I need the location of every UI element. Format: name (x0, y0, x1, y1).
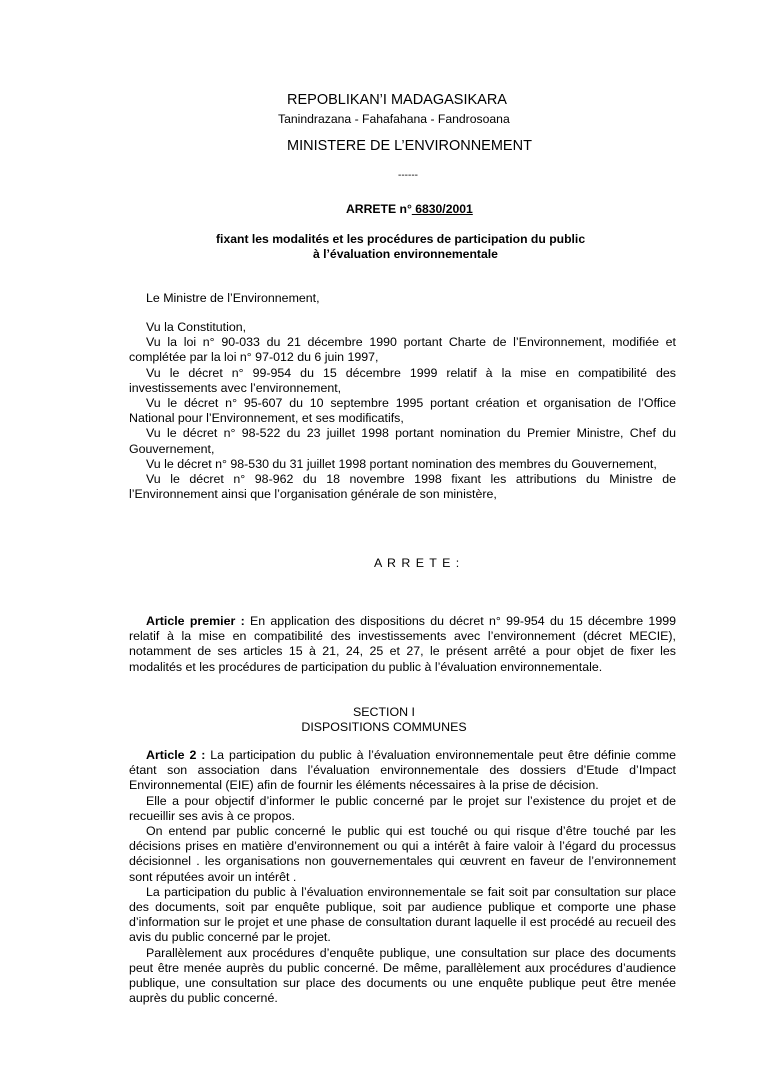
subject-line-1: fixant les modalités et les procédures de participation du public (216, 232, 586, 246)
minister-line: Le Ministre de l’Environnement, (146, 291, 320, 305)
article-2-text: La participation du public à l’évaluation environnementale peut être définie comme étant son association dans l’évaluation environnementale des dossiers d’Etude d’Impact Environnemental (EIE) afin de fournir les éléments nécessaires à la prise de décision. (129, 748, 677, 793)
header-separator: ------ (398, 170, 418, 181)
article-1-label: Article premier : (146, 614, 245, 628)
article-2-label: Article 2 : (146, 748, 206, 762)
visa-item: Vu le décret n° 98-530 du 31 juillet 1998 portant nomination des membres du Gouvernement, (146, 456, 657, 471)
article-2-paragraph: On entend par public concerné le public qui est touché ou qui risque d’être touché par les décisions prises en matière d’environnement ou qui a intérêt à faire valoir à l’égard du processus décisionnel . les organisations non gouvernementales qui œuvrent en faveur de l’environnement sont réputées avoir un intérêt . (129, 824, 676, 884)
visa-item: Vu le décret n° 98-522 du 23 juillet 1998 portant nomination du Premier Ministre, Chef du Gouvernement, (129, 426, 676, 456)
visa-item: Vu le décret n° 95-607 du 10 septembre 1995 portant création et organisation de l’Office National pour l’Environnement, et ses modificatifs, (129, 396, 676, 426)
article-2-paragraph: Elle a pour objectif d’informer le public concerné par le projet sur l’existence du projet et de recueillir ses avis à ce propos. (129, 793, 676, 823)
subject-line-2: à l’évaluation environnementale (313, 247, 498, 261)
national-motto: Tanindrazana - Fahafahana - Fandrosoana (278, 112, 510, 126)
visa-item: Vu le décret n° 99-954 du 15 décembre 1999 relatif à la mise en compatibilité des investissements avec l’environnement, (129, 365, 676, 395)
arrete-heading: A R R E T E : (374, 556, 461, 570)
arrete-number (346, 202, 473, 216)
ministry-title: MINISTERE DE L’ENVIRONNEMENT (287, 138, 532, 154)
article-2-intro (129, 748, 676, 794)
visa-item: Vu la Constitution, (146, 320, 247, 334)
article-2-paragraph: La participation du public à l’évaluation environnementale se fait soit par consultation sur place des documents, soit par enquête publique, soit par audience publique et comporte une phase d’information sur le projet et une phase de consultation durant laquelle il est procédé au recueil des avis du public concerné par le projet. (129, 884, 676, 945)
arrete-number-value: 6830/2001 (411, 202, 473, 216)
arrete-label: ARRETE n° (346, 202, 412, 216)
section-number: SECTION I (353, 705, 415, 719)
article-2-paragraph: Parallèlement aux procédures d’enquête publique, une consultation sur place des documents peut être menée auprès du public concerné. De même, parallèlement aux procédures d’audience publique, une consultation sur place des documents ou une enquête publique peut être menée auprès du public concerné. (129, 945, 676, 1006)
visa-item: Vu le décret n° 98-962 du 18 novembre 1998 fixant les attributions du Ministre de l’Environnement ainsi que l’organisation générale de son ministère, (129, 472, 676, 502)
article-1 (129, 614, 676, 675)
visa-item: Vu la loi n° 90-033 du 21 décembre 1990 portant Charte de l’Environnement, modifiée et complétée par la loi n° 97-012 du 6 juin 1997, (129, 335, 676, 365)
article-2 (129, 748, 676, 1006)
republic-title: REPOBLIKAN’I MADAGASIKARA (287, 92, 507, 108)
article-1-text: En application des dispositions du décret n° 99-954 du 15 décembre 1999 relatif à la mise en compatibilité des investissements avec l’environnement (décret MECIE), notamment de ses articles 15 à 21, 24, 25 et 27, le présent arrêté a pour objet de fixer les modalités et les procédures de participation du public à l’évaluation environnementale. (129, 614, 676, 674)
section-title: DISPOSITIONS COMMUNES (301, 720, 467, 734)
visas-block (129, 320, 676, 502)
